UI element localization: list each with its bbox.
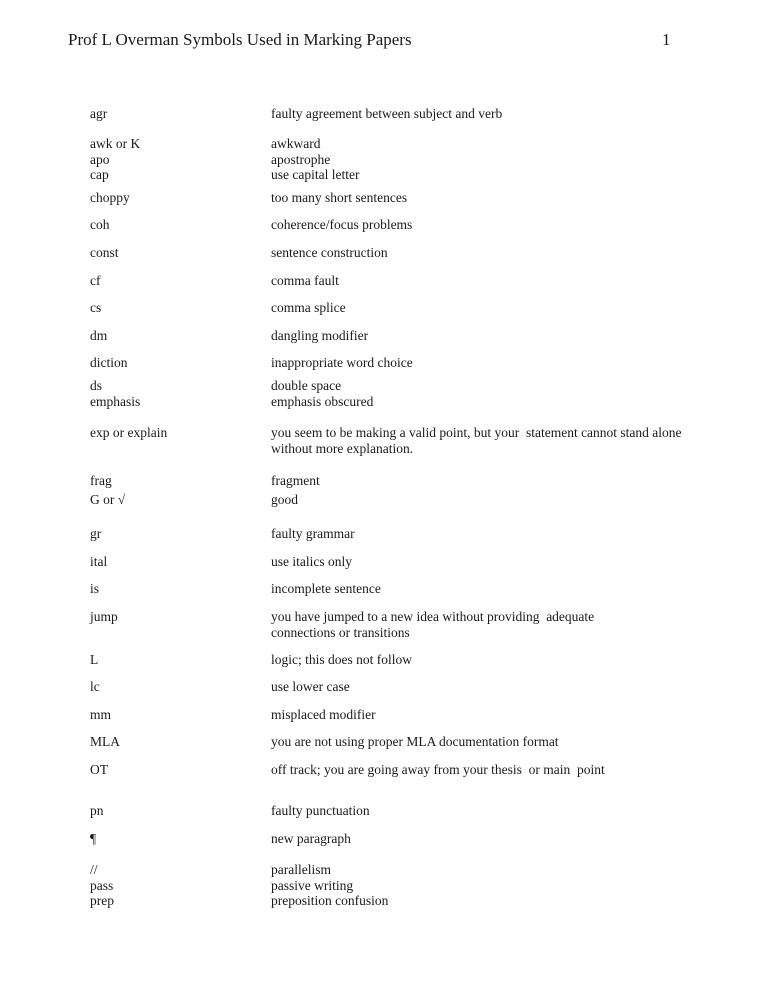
symbol-abbreviation xyxy=(90,581,99,597)
definition-text: too many short sentences xyxy=(271,190,408,205)
symbol-text: ¶ xyxy=(90,831,97,846)
page-number: 1 xyxy=(662,30,671,49)
symbol-definition xyxy=(271,862,711,909)
symbol-definition xyxy=(271,273,711,289)
symbol-text: // xyxy=(90,862,98,877)
definition-text: apostrophe xyxy=(271,151,331,167)
symbol-definition xyxy=(271,554,711,570)
symbol-abbreviation xyxy=(90,328,107,344)
definition-text: double space xyxy=(271,378,342,393)
symbol-definition xyxy=(271,762,711,778)
symbol-text: lc xyxy=(90,679,100,694)
symbol-text: cs xyxy=(90,300,102,315)
symbol-text: L xyxy=(90,652,99,667)
symbol-definition xyxy=(271,378,711,409)
symbol-definition xyxy=(271,707,711,723)
symbol-text: cap xyxy=(90,167,109,182)
symbol-text: exp or explain xyxy=(90,425,168,440)
symbol-text: OT xyxy=(90,762,108,777)
definition-text: logic; this does not follow xyxy=(271,652,412,667)
symbol-definition xyxy=(271,734,711,750)
symbol-abbreviation xyxy=(90,425,167,441)
definition-text: you seem to be making a valid point, but your statement cannot stand alone xyxy=(271,425,682,440)
definition-text: connections or transitions xyxy=(271,624,410,640)
definition-text: good xyxy=(271,492,298,507)
symbol-text: MLA xyxy=(90,734,120,749)
definition-text: you are not using proper MLA documentation format xyxy=(271,734,559,749)
symbol-definition xyxy=(271,831,711,847)
definition-text: comma fault xyxy=(271,273,339,288)
symbol-text: is xyxy=(90,581,100,596)
symbol-abbreviation xyxy=(90,762,108,778)
header-title: Prof L Overman Symbols Used in Marking Papers xyxy=(68,30,412,49)
symbol-definition xyxy=(271,136,711,183)
symbol-abbreviation xyxy=(90,526,101,542)
definition-text: awkward xyxy=(271,136,321,151)
definition-text: parallelism xyxy=(271,862,331,877)
symbol-text: jump xyxy=(90,609,118,624)
symbol-abbreviation xyxy=(90,300,101,316)
symbol-abbreviation xyxy=(90,652,98,668)
symbol-text: cf xyxy=(90,273,101,288)
symbol-definition xyxy=(271,679,711,695)
symbol-definition xyxy=(271,803,711,819)
definition-text: use lower case xyxy=(271,679,350,694)
symbol-abbreviation xyxy=(90,609,118,625)
symbol-abbreviation xyxy=(90,803,104,819)
symbol-text: agr xyxy=(90,106,108,121)
definition-text: use italics only xyxy=(271,554,352,569)
symbol-definition xyxy=(271,217,711,233)
definition-text: incomplete sentence xyxy=(271,581,381,596)
definition-text: emphasis obscured xyxy=(271,393,374,409)
symbol-abbreviation xyxy=(90,473,112,489)
symbol-abbreviation xyxy=(90,273,101,289)
symbol-definition xyxy=(271,581,711,597)
symbol-definition xyxy=(271,492,711,508)
symbol-definition xyxy=(271,245,711,261)
symbol-text: pass xyxy=(90,877,114,893)
symbol-abbreviation xyxy=(90,190,130,206)
symbol-text: choppy xyxy=(90,190,130,205)
symbol-abbreviation xyxy=(90,217,110,233)
definition-text: without more explanation. xyxy=(271,440,414,456)
definition-text: use capital letter xyxy=(271,167,360,182)
symbol-abbreviation xyxy=(90,707,111,723)
symbol-abbreviation xyxy=(90,492,125,508)
symbol-abbreviation xyxy=(90,679,100,695)
definition-text: inappropriate word choice xyxy=(271,355,413,370)
symbol-text: ital xyxy=(90,554,108,569)
symbol-abbreviation xyxy=(90,734,120,750)
symbol-abbreviation xyxy=(90,378,140,409)
symbol-definition xyxy=(271,328,711,344)
symbol-definition xyxy=(271,609,711,640)
symbol-text: prep xyxy=(90,893,114,908)
symbol-definition xyxy=(271,300,711,316)
symbol-definition xyxy=(271,652,711,668)
symbol-definition xyxy=(271,106,711,122)
definition-text: faulty punctuation xyxy=(271,803,370,818)
definition-text: preposition confusion xyxy=(271,893,389,908)
definition-text: new paragraph xyxy=(271,831,351,846)
definition-text: off track; you are going away from your thesis or main point xyxy=(271,762,605,777)
symbol-definition xyxy=(271,355,711,371)
symbol-text: apo xyxy=(90,151,110,167)
symbol-text: emphasis xyxy=(90,393,141,409)
symbol-abbreviation xyxy=(90,554,107,570)
definition-text: you have jumped to a new idea without providing adequate xyxy=(271,609,595,624)
definition-text: faulty agreement between subject and verb xyxy=(271,106,503,121)
symbol-text: gr xyxy=(90,526,102,541)
symbol-text: G or √ xyxy=(90,492,126,507)
definition-text: coherence/focus problems xyxy=(271,217,413,232)
symbol-text: mm xyxy=(90,707,112,722)
symbol-text: coh xyxy=(90,217,110,232)
symbol-abbreviation xyxy=(90,355,128,371)
symbol-abbreviation xyxy=(90,831,96,847)
symbol-text: pn xyxy=(90,803,104,818)
page-header xyxy=(68,30,708,54)
symbol-abbreviation xyxy=(90,106,107,122)
symbol-text: awk or K xyxy=(90,136,141,151)
definition-text: dangling modifier xyxy=(271,328,369,343)
symbol-text: dm xyxy=(90,328,108,343)
symbol-text: ds xyxy=(90,378,103,393)
symbol-definition xyxy=(271,190,711,206)
symbol-text: const xyxy=(90,245,119,260)
definition-text: sentence construction xyxy=(271,245,388,260)
symbol-definition xyxy=(271,425,711,456)
symbol-abbreviation xyxy=(90,862,114,909)
symbol-text: diction xyxy=(90,355,128,370)
definition-text: passive writing xyxy=(271,877,354,893)
definition-text: misplaced modifier xyxy=(271,707,376,722)
symbol-definition xyxy=(271,526,711,542)
symbol-abbreviation xyxy=(90,136,140,183)
definition-text: comma splice xyxy=(271,300,346,315)
symbol-abbreviation xyxy=(90,245,119,261)
symbol-definition xyxy=(271,473,711,489)
definition-text: fragment xyxy=(271,473,320,488)
symbol-text: frag xyxy=(90,473,112,488)
definition-text: faulty grammar xyxy=(271,526,355,541)
